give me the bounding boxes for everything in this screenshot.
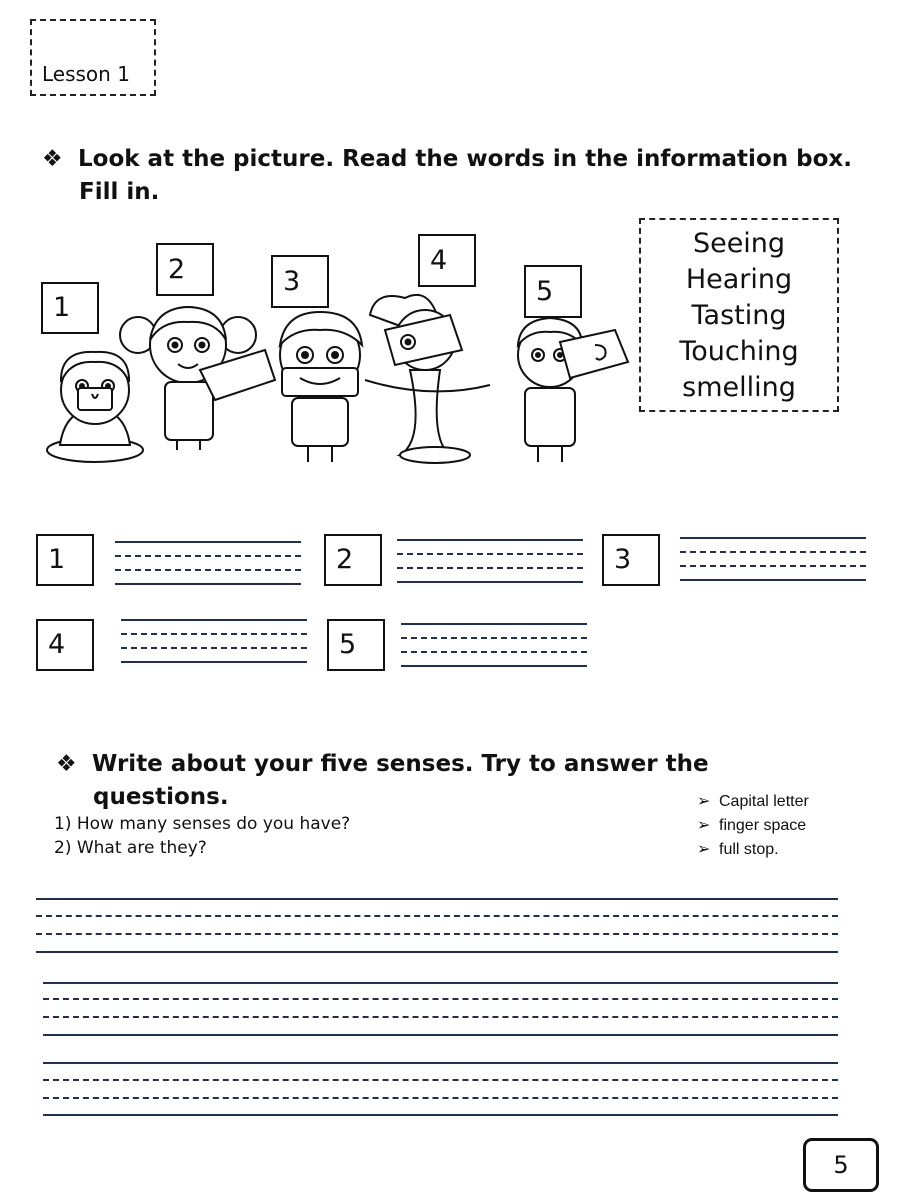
answer-line-1-dash-b xyxy=(115,569,301,571)
info-word-seeing: Seeing xyxy=(692,228,786,259)
writing-line-3-dash-a xyxy=(43,1079,838,1081)
info-word-hearing: Hearing xyxy=(685,264,793,295)
instruction-2-line2: questions. xyxy=(93,784,229,810)
writing-line-3-top[interactable] xyxy=(43,1062,838,1064)
question-1: 1) How many senses do you have? xyxy=(54,814,351,834)
instruction-2-line1: Write about your five senses. Try to answer the xyxy=(92,751,709,777)
answer-line-1-top[interactable] xyxy=(115,541,301,543)
writing-line-3-dash-b xyxy=(43,1097,838,1099)
answer-line-4-dash-a xyxy=(121,633,307,635)
instruction-1 xyxy=(42,143,852,209)
answer-line-2-top[interactable] xyxy=(397,539,583,541)
picture-number-2 xyxy=(156,243,214,296)
answer-number-1 xyxy=(36,534,94,586)
answer-line-1-bottom xyxy=(115,583,301,585)
information-box xyxy=(639,218,839,412)
instruction-2 xyxy=(56,748,709,814)
picture-number-text: 1 xyxy=(53,291,71,323)
arrow-bullet-icon: ➢ xyxy=(697,793,711,810)
picture-number-text: 3 xyxy=(283,265,301,297)
answer-number-text: 5 xyxy=(339,628,357,660)
child-tasting-icon xyxy=(280,312,362,462)
question-2: 2) What are they? xyxy=(54,838,207,858)
answer-line-4-dash-b xyxy=(121,647,307,649)
answer-line-2-dash-a xyxy=(397,553,583,555)
arrow-bullet-icon: ➢ xyxy=(697,817,711,834)
diamond-bullet-icon: ❖ xyxy=(42,146,63,172)
checklist-item xyxy=(697,838,809,862)
question-list xyxy=(54,812,350,860)
writing-line-1-dash-a xyxy=(36,915,838,917)
answer-line-5-top[interactable] xyxy=(401,623,587,625)
arrow-bullet-icon: ➢ xyxy=(697,841,711,858)
checklist-item-text: finger space xyxy=(719,817,807,834)
answer-line-5-bottom xyxy=(401,665,587,667)
writing-line-1-bottom xyxy=(36,951,838,953)
info-word-tasting: Tasting xyxy=(691,300,787,331)
lesson-label-box xyxy=(30,19,156,96)
answer-number-text: 4 xyxy=(48,628,66,660)
child-smelling-icon xyxy=(47,352,143,462)
checklist-item xyxy=(697,790,809,814)
writing-checklist xyxy=(697,790,809,862)
answer-line-3-dash-b xyxy=(680,565,866,567)
answer-number-5 xyxy=(327,619,385,671)
answer-line-2-dash-b xyxy=(397,567,583,569)
answer-line-5-dash-b xyxy=(401,651,587,653)
answer-number-2 xyxy=(324,534,382,586)
lesson-label: Lesson 1 xyxy=(42,62,130,86)
writing-line-2-dash-b xyxy=(43,1016,838,1018)
answer-number-text: 1 xyxy=(48,543,66,575)
answer-line-3-top[interactable] xyxy=(680,537,866,539)
answer-number-4 xyxy=(36,619,94,671)
picture-number-4 xyxy=(418,234,476,287)
checklist-item-text: Capital letter xyxy=(719,793,809,810)
info-word-smelling: smelling xyxy=(682,372,796,403)
writing-line-2-top[interactable] xyxy=(43,982,838,984)
writing-line-2-dash-a xyxy=(43,998,838,1000)
page-number: 5 xyxy=(803,1138,879,1192)
answer-line-3-bottom xyxy=(680,579,866,581)
answer-number-3 xyxy=(602,534,660,586)
answer-line-2-bottom xyxy=(397,581,583,583)
picture-number-text: 5 xyxy=(536,275,554,307)
child-seeing-icon xyxy=(365,295,490,463)
writing-line-1-dash-b xyxy=(36,933,838,935)
checklist-item xyxy=(697,814,809,838)
instruction-1-line2: Fill in. xyxy=(79,179,160,205)
five-senses-children-illustration xyxy=(30,290,640,470)
picture-number-text: 4 xyxy=(430,244,448,276)
writing-line-3-bottom xyxy=(43,1114,838,1116)
writing-line-2-bottom xyxy=(43,1034,838,1036)
answer-line-4-top[interactable] xyxy=(121,619,307,621)
answer-number-text: 2 xyxy=(336,543,354,575)
child-hearing-icon xyxy=(518,318,628,462)
picture-number-text: 2 xyxy=(168,253,186,285)
instruction-1-line1: Look at the picture. Read the words in the information box. xyxy=(78,146,852,172)
answer-line-5-dash-a xyxy=(401,637,587,639)
answer-number-text: 3 xyxy=(614,543,632,575)
child-touching-icon xyxy=(120,307,275,450)
answer-line-1-dash-a xyxy=(115,555,301,557)
diamond-bullet-icon: ❖ xyxy=(56,751,77,777)
answer-line-4-bottom xyxy=(121,661,307,663)
answer-line-3-dash-a xyxy=(680,551,866,553)
info-word-touching: Touching xyxy=(679,336,799,367)
writing-line-1-top[interactable] xyxy=(36,898,838,900)
checklist-item-text: full stop. xyxy=(719,841,779,858)
